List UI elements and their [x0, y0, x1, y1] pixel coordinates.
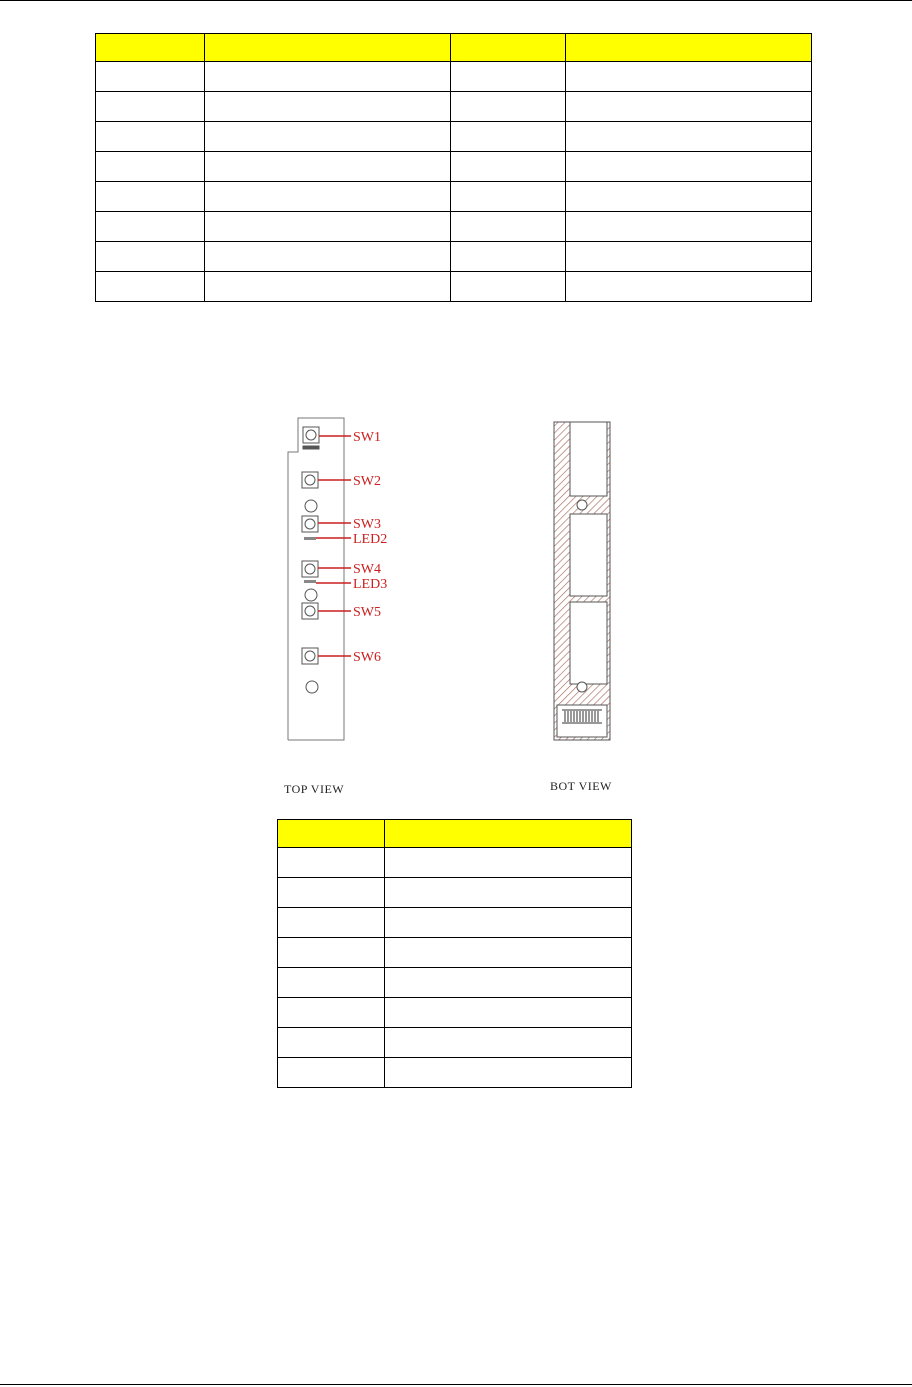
table-row [278, 968, 632, 998]
header-cell [96, 34, 205, 62]
switch-sw5 [302, 603, 318, 619]
top-view-caption: TOP VIEW [284, 782, 345, 796]
callout-sw6: SW6 [353, 650, 381, 665]
table-row [278, 878, 632, 908]
table-row [96, 242, 812, 272]
table-row [96, 212, 812, 242]
header-cell [205, 34, 451, 62]
header-cell [278, 820, 385, 848]
table-row [278, 848, 632, 878]
table-header-row [96, 34, 812, 62]
led2-marker [304, 537, 316, 540]
callout-sw4: SW4 [353, 562, 381, 577]
switch-sw1 [303, 427, 319, 449]
callout-sw1: SW1 [353, 430, 381, 445]
switch-sw2 [302, 472, 318, 488]
table-header-row [278, 820, 632, 848]
callout-lines [316, 436, 351, 656]
table-row [96, 122, 812, 152]
led3-marker [304, 580, 316, 583]
mounting-hole [306, 681, 318, 693]
table-top [95, 33, 812, 302]
bottom-view-board [554, 422, 610, 740]
mounting-hole [305, 589, 317, 601]
table-row [278, 1028, 632, 1058]
bottom-view-caption: BOT VIEW [550, 779, 612, 793]
table-row [278, 908, 632, 938]
header-cell [385, 820, 632, 848]
callout-led2: LED2 [353, 532, 388, 547]
footer-rule [0, 1384, 912, 1385]
callout-sw2: SW2 [353, 474, 381, 489]
table-row [96, 92, 812, 122]
table-row [96, 62, 812, 92]
table-row [96, 272, 812, 302]
switch-sw3 [302, 516, 318, 532]
table-bottom [277, 819, 632, 1088]
header-cell [566, 34, 812, 62]
mounting-hole [305, 500, 317, 512]
switch-sw4 [302, 561, 318, 577]
table-row [278, 1058, 632, 1088]
callout-sw5: SW5 [353, 605, 381, 620]
board-diagram [232, 366, 682, 810]
table-row [278, 998, 632, 1028]
switch-sw6 [302, 648, 318, 664]
table-row [96, 182, 812, 212]
table-row [96, 152, 812, 182]
header-cell [451, 34, 566, 62]
callout-led3: LED3 [353, 577, 388, 592]
header-rule [0, 0, 912, 1]
callout-sw3: SW3 [353, 517, 381, 532]
table-row [278, 938, 632, 968]
